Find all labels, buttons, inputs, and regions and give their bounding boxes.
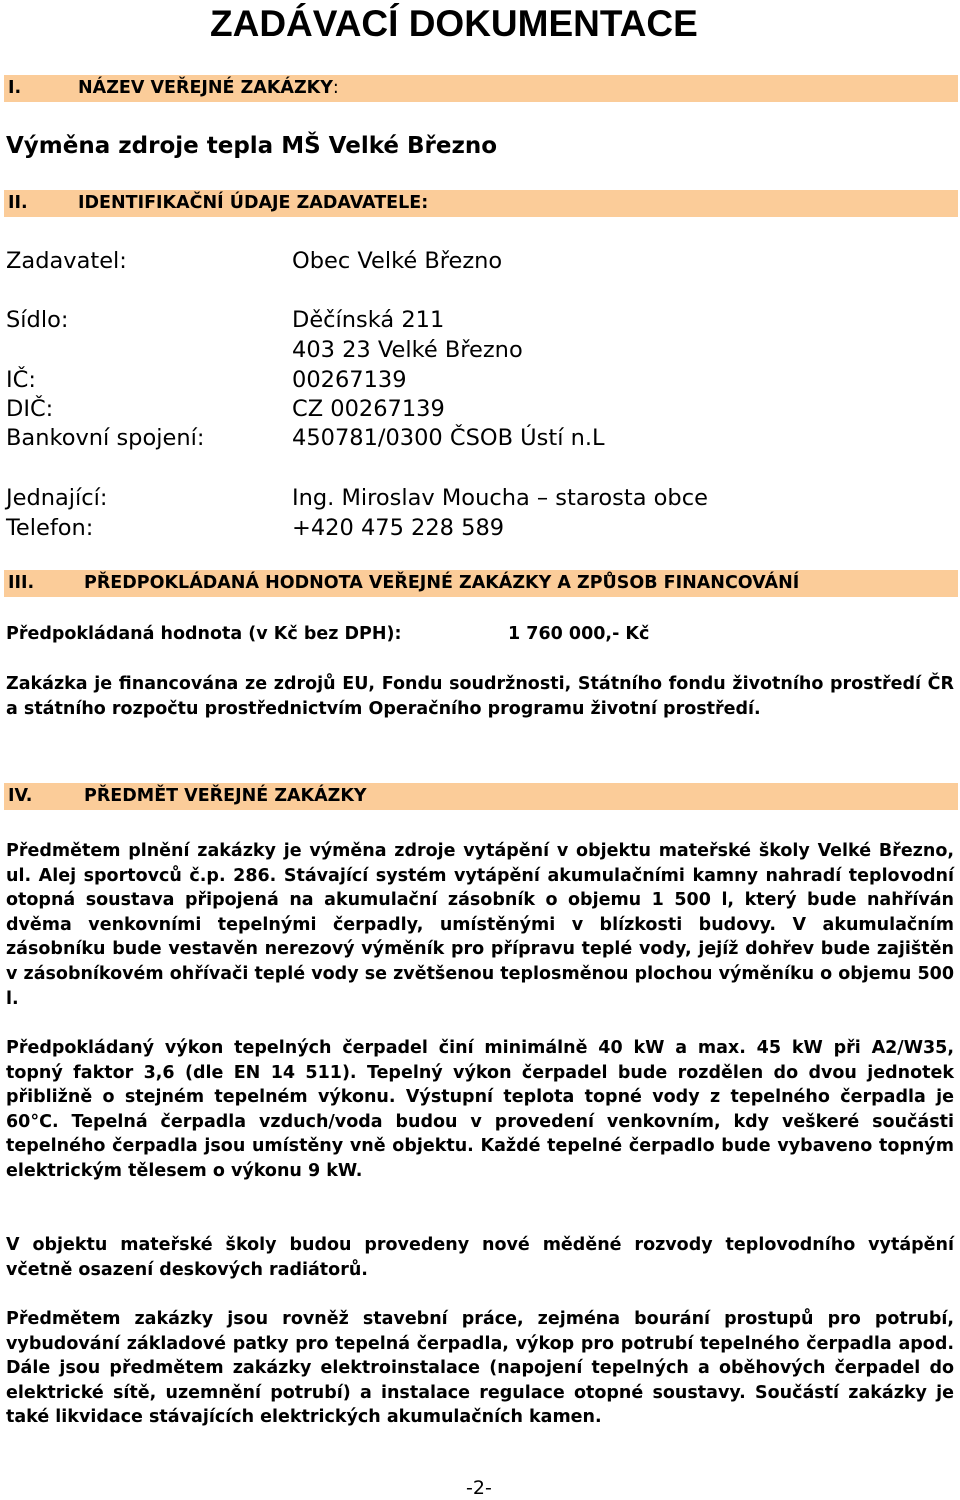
section-number: I. — [8, 78, 22, 98]
phone-label: Telefon: — [6, 515, 94, 541]
phone-value: +420 475 228 589 — [292, 515, 505, 541]
bank-value: 450781/0300 ČSOB Ústí n.L — [292, 425, 605, 451]
contract-name: Výměna zdroje tepla MŠ Velké Březno — [6, 133, 498, 159]
section-heading-2 — [4, 190, 958, 217]
contact-value: Ing. Miroslav Moucha – starosta obce — [292, 485, 708, 511]
document-title: ZADÁVACÍ DOKUMENTACE — [210, 3, 698, 44]
sidlo-line-2: 403 23 Velké Březno — [292, 337, 523, 363]
section-heading-1 — [4, 75, 958, 102]
subject-paragraph-2: Předpokládaný výkon tepelných čerpadel činí minimálně 40 kW a max. 45 kW při A2/W35, topný faktor 3,6 (dle EN 14 511). Tepelný výkon čerpadel bude rozdělen do dvou jednotek přibližně o stejném tepelném výkonu. Výstupní teplota topné vody z tepelného čerpadla je 60°C. Tepelná čerpadla vzduch/voda budou v provedení venkovním, kdy veškeré součásti tepelného čerpadla jsou umístěny vně objektu. Každé tepelné čerpadlo bude vybaveno topným elektrickým tělesem o výkonu 9 kW. — [6, 1038, 954, 1181]
subject-paragraph-1: Předmětem plnění zakázky je výměna zdroje vytápění v objektu mateřské školy Velké Březno, ul. Alej sportovců č.p. 286. Stávající systém vytápění akumulačními kamny nahradí teplovodní otopná soustava připojená na akumulační zásobník o objemu 1 500 l, který bude nahříván dvěma venkovními tepelnými čerpadly, umístěnými v blízkosti budovy. V akumulačním zásobníku bude vestavěn nerezový výměník pro přípravu teplé vody, jejíž dohřev bude zajištěn v zásobníkovém ohřívači teplé vody se zvětšenou teplosměnou plochou výměníku o objemu 500 l. — [6, 841, 954, 1009]
dic-label: DIČ: — [6, 396, 54, 422]
estimated-value-amount: 1 760 000,- Kč — [508, 624, 650, 644]
page-number: -2- — [466, 1477, 492, 1499]
section-title: PŘEDMĚT VEŘEJNÉ ZAKÁZKY — [84, 786, 367, 806]
section-title-text: NÁZEV VEŘEJNÉ ZAKÁZKY — [78, 78, 333, 98]
bank-label: Bankovní spojení: — [6, 425, 205, 451]
estimated-value-label: Předpokládaná hodnota (v Kč bez DPH): — [6, 624, 402, 644]
ic-value: 00267139 — [292, 367, 407, 393]
section-heading-4 — [4, 783, 958, 810]
sidlo-label: Sídlo: — [6, 307, 69, 333]
section-title: PŘEDPOKLÁDANÁ HODNOTA VEŘEJNÉ ZAKÁZKY A ZPŮSOB FINANCOVÁNÍ — [84, 573, 800, 593]
dic-value: CZ 00267139 — [292, 396, 445, 422]
sidlo-line-1: Děčínská 211 — [292, 307, 445, 333]
section-title — [78, 75, 339, 101]
subject-paragraph-4: Předmětem zakázky jsou rovněž stavební práce, zejména bourání prostupů pro potrubí, vybudování základové patky pro tepelná čerpadla, výkop pro potrubí tepelného čerpadla apod. Dále jsou předmětem zakázky elektroinstalace (napojení tepelných a oběhových čerpadel do elektrické sítě, uzemnění potrubí) a instalace regulace otopné soustavy. Součástí zakázky je také likvidace stávajících elektrických akumulačních kamen. — [6, 1309, 954, 1428]
section-heading-3 — [4, 570, 958, 597]
section-title-colon: : — [332, 78, 339, 98]
section-number: III. — [8, 573, 35, 593]
zadavatel-value: Obec Velké Březno — [292, 248, 503, 274]
ic-label: IČ: — [6, 367, 36, 393]
financing-paragraph: Zakázka je financována ze zdrojů EU, Fondu soudržnosti, Státního fondu životního prostředí ČR a státního rozpočtu prostřednictvím Operačního programu životní prostředí. — [6, 674, 954, 719]
section-title: IDENTIFIKAČNÍ ÚDAJE ZADAVATELE: — [78, 193, 429, 213]
zadavatel-label: Zadavatel: — [6, 248, 127, 274]
section-number: IV. — [8, 786, 33, 806]
subject-paragraph-3: V objektu mateřské školy budou provedeny nové měděné rozvody teplovodního vytápění včetně osazení deskových radiátorů. — [6, 1235, 954, 1280]
contact-label: Jednající: — [6, 485, 108, 511]
section-number: II. — [8, 193, 28, 213]
